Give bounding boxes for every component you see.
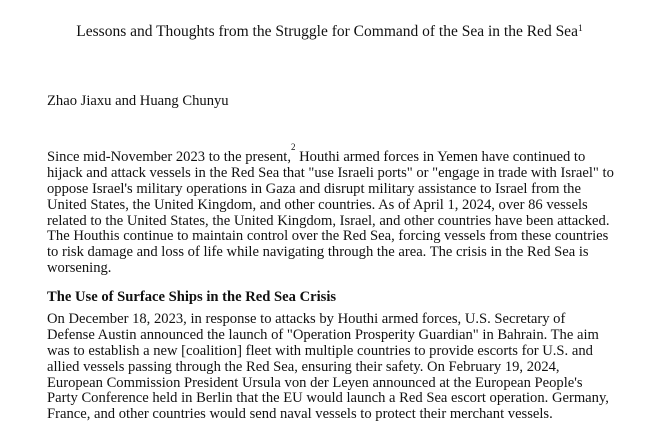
footnote-marker[interactable]: 2 <box>290 142 296 152</box>
paragraph-line: oppose Israel's military operations in Gaza and disrupt military assistance to Israel from the <box>47 180 581 197</box>
paragraph-line: France, and other countries would send naval vessels to protect their merchant vessels. <box>47 406 553 423</box>
intro-paragraph <box>47 142 647 277</box>
paragraph-line: Party Conference held in Berlin that the EU would launch a Red Sea escort operation. Germany, <box>47 390 609 407</box>
section-paragraph <box>47 312 647 423</box>
document-title <box>0 22 659 42</box>
title-footnote-marker[interactable]: 1 <box>577 24 583 34</box>
paragraph-line: related to the United States, the United Kingdom, Israel, and other countries have been attacked. <box>47 212 610 229</box>
line-text: Houthi armed forces in Yemen have continued to <box>295 149 586 165</box>
line-text: Since mid-November 2023 to the present, <box>47 149 291 165</box>
paragraph-line: worsening. <box>47 260 112 277</box>
title-text: Lessons and Thoughts from the Struggle for Command of the Sea in the Red Sea <box>76 23 578 40</box>
paragraph-line: was to establish a new [coalition] fleet with multiple countries to provide escorts for U.S. and <box>47 342 593 359</box>
paragraph-line: allied vessels passing through the Red Sea, ensuring their safety. On February 19, 2024, <box>47 358 560 375</box>
paragraph-line: United States, the United Kingdom, and other countries. As of April 1, 2024, over 86 vessels <box>47 196 588 213</box>
paragraph-line: On December 18, 2023, in response to attacks by Houthi armed forces, U.S. Secretary of <box>47 311 566 327</box>
paragraph-line: European Commission President Ursula von der Leyen announced at the European People's <box>47 374 583 391</box>
paragraph-line: to risk damage and loss of life while navigating through the area. The crisis in the Red Sea is <box>47 244 589 261</box>
paragraph-line <box>47 142 647 166</box>
paragraph-line: The Houthis continue to maintain control over the Red Sea, forcing vessels from these countries <box>47 228 609 245</box>
paragraph-line: Defense Austin announced the launch of "Operation Prosperity Guardian" in Bahrain. The aim <box>47 326 599 343</box>
paragraph-line: hijack and attack vessels in the Red Sea that "use Israeli ports" or "engage in trade with Israel" to <box>47 164 614 181</box>
author-line: Zhao Jiaxu and Huang Chunyu <box>47 93 229 109</box>
section-heading: The Use of Surface Ships in the Red Sea Crisis <box>47 289 337 305</box>
